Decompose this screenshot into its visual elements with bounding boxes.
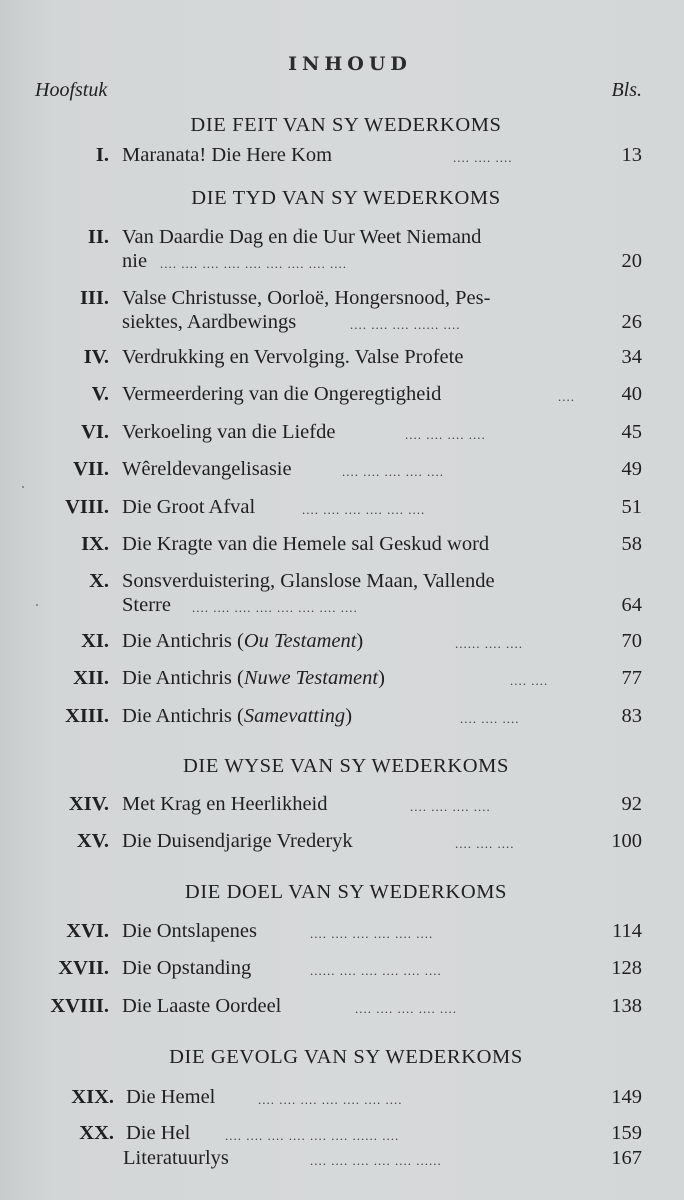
dot-leader: .... .... .... (460, 711, 520, 726)
chapter-title: Die Hel (126, 1122, 191, 1144)
page-number: 51 (621, 496, 642, 518)
page-number: 45 (621, 421, 642, 443)
chapter-column-header: Hoofstuk (35, 79, 108, 101)
dot-leader: .... .... .... .... .... .... (310, 926, 434, 941)
chapter-title-line1: Van Daardie Dag en die Uur Weet Niemand (122, 226, 482, 248)
page-number: 20 (621, 250, 642, 272)
dot-leader: .... .... (510, 673, 549, 688)
chapter-title: Verkoeling van die Liefde (122, 421, 336, 443)
dot-leader: .... .... .... .... (410, 799, 491, 814)
page-number: 83 (621, 705, 642, 727)
chapter-number: XX. (79, 1122, 114, 1144)
chapter-number: VII. (73, 458, 109, 480)
chapter-number: XII. (73, 667, 109, 689)
dot-leader: .... .... .... .... .... .... .... (258, 1092, 403, 1107)
section-heading: DIE GEVOLG VAN SY WEDERKOMS (169, 1046, 523, 1068)
chapter-title: Die Antichris (Nuwe Testament) (122, 667, 385, 689)
chapter-number: VI. (81, 421, 109, 443)
page-number: 26 (621, 311, 642, 333)
dot-leader: .... .... .... .... (405, 427, 486, 442)
dot-leader: .... .... .... .... .... .... (302, 502, 426, 517)
page-number: 34 (621, 346, 642, 368)
chapter-number: XV. (76, 830, 109, 852)
chapter-number: XI. (81, 630, 109, 652)
page-number: 114 (612, 920, 642, 942)
section-heading: DIE FEIT VAN SY WEDERKOMS (190, 114, 502, 136)
chapter-number: XVII. (58, 957, 109, 979)
dot-leader: .... .... .... .... .... .... ...... .... (225, 1128, 400, 1143)
paper-speck (22, 486, 24, 488)
chapter-title-line1: Sonsverduistering, Glanslose Maan, Vallende (122, 570, 495, 592)
dot-leader: .... (558, 389, 575, 404)
page-number: 138 (611, 995, 642, 1017)
chapter-number: VIII. (65, 496, 109, 518)
chapter-title: Die Antichris (Samevatting) (122, 705, 353, 727)
chapter-number: IV. (83, 346, 109, 368)
page-number: 40 (621, 383, 642, 405)
page-column-header: Bls. (611, 79, 642, 101)
page-title: INHOUD (288, 53, 412, 75)
chapter-title: Die Kragte van die Hemele sal Geskud word (122, 533, 490, 555)
italic-subtitle: Ou Testament (243, 630, 357, 652)
paper-speck (36, 604, 38, 606)
chapter-title: Wêreldevangelisasie (122, 458, 292, 480)
chapter-number: III. (79, 287, 109, 309)
dot-leader: .... .... .... .... .... .... .... .... (192, 600, 358, 615)
chapter-title-line2: siektes, Aardbewings (122, 311, 297, 333)
chapter-title: Die Hemel (126, 1086, 216, 1108)
chapter-title: Die Antichris (Ou Testament) (122, 630, 364, 652)
chapter-number: IX. (81, 533, 109, 555)
chapter-title: Die Duisendjarige Vrederyk (122, 830, 353, 852)
page-number: 100 (611, 830, 642, 852)
page-number: 13 (621, 144, 642, 166)
chapter-title: Die Groot Afval (122, 496, 256, 518)
section-heading: DIE TYD VAN SY WEDERKOMS (191, 187, 501, 209)
chapter-number: XVIII. (50, 995, 109, 1017)
chapter-number: XIII. (65, 705, 109, 727)
chapter-number: V. (91, 383, 109, 405)
dot-leader: .... .... .... ...... .... (350, 317, 461, 332)
chapter-number: II. (87, 226, 109, 248)
chapter-title: Vermeerdering van die Ongeregtigheid (122, 383, 442, 405)
page-number: 64 (621, 594, 642, 616)
chapter-title-line2: Sterre (122, 594, 171, 616)
italic-subtitle: Nuwe Testament (243, 667, 379, 689)
dot-leader: .... .... .... .... .... (342, 464, 444, 479)
dot-leader: .... .... .... .... .... ...... (310, 1153, 442, 1168)
chapter-title: Die Opstanding (122, 957, 252, 979)
chapter-number: XIV. (68, 793, 109, 815)
chapter-title: Met Krag en Heerlikheid (122, 793, 328, 815)
chapter-number: X. (89, 570, 109, 592)
page-number: 77 (621, 667, 642, 689)
dot-leader: ...... .... .... (455, 636, 523, 651)
dot-leader: ...... .... .... .... .... .... (310, 963, 442, 978)
dot-leader: .... .... .... .... .... (355, 1001, 457, 1016)
chapter-number: I. (95, 144, 109, 166)
section-heading: DIE WYSE VAN SY WEDERKOMS (183, 755, 509, 777)
page-number: 128 (611, 957, 642, 979)
chapter-title: Verdrukking en Vervolging. Valse Profete (122, 346, 464, 368)
chapter-title-line1: Valse Christusse, Oorloë, Hongersnood, Pes- (122, 287, 491, 309)
chapter-title: Maranata! Die Here Kom (122, 144, 333, 166)
chapter-title: Literatuurlys (123, 1147, 229, 1169)
dot-leader: .... .... .... (455, 836, 515, 851)
page-number: 58 (621, 533, 642, 555)
chapter-number: XIX. (71, 1086, 114, 1108)
chapter-title: Die Laaste Oordeel (122, 995, 282, 1017)
page-number: 92 (621, 793, 642, 815)
page-number: 70 (621, 630, 642, 652)
italic-subtitle: Samevatting (243, 705, 346, 727)
page-number: 49 (621, 458, 642, 480)
dot-leader: .... .... .... (453, 150, 513, 165)
chapter-title-line2: nie (122, 250, 148, 272)
page-number: 159 (611, 1122, 642, 1144)
section-heading: DIE DOEL VAN SY WEDERKOMS (184, 881, 508, 903)
dot-leader: .... .... .... .... .... .... .... .... .... (160, 256, 347, 271)
chapter-number: XVI. (66, 920, 109, 942)
chapter-title: Die Ontslapenes (122, 920, 257, 942)
page-number: 149 (611, 1086, 642, 1108)
page-number: 167 (611, 1147, 642, 1169)
